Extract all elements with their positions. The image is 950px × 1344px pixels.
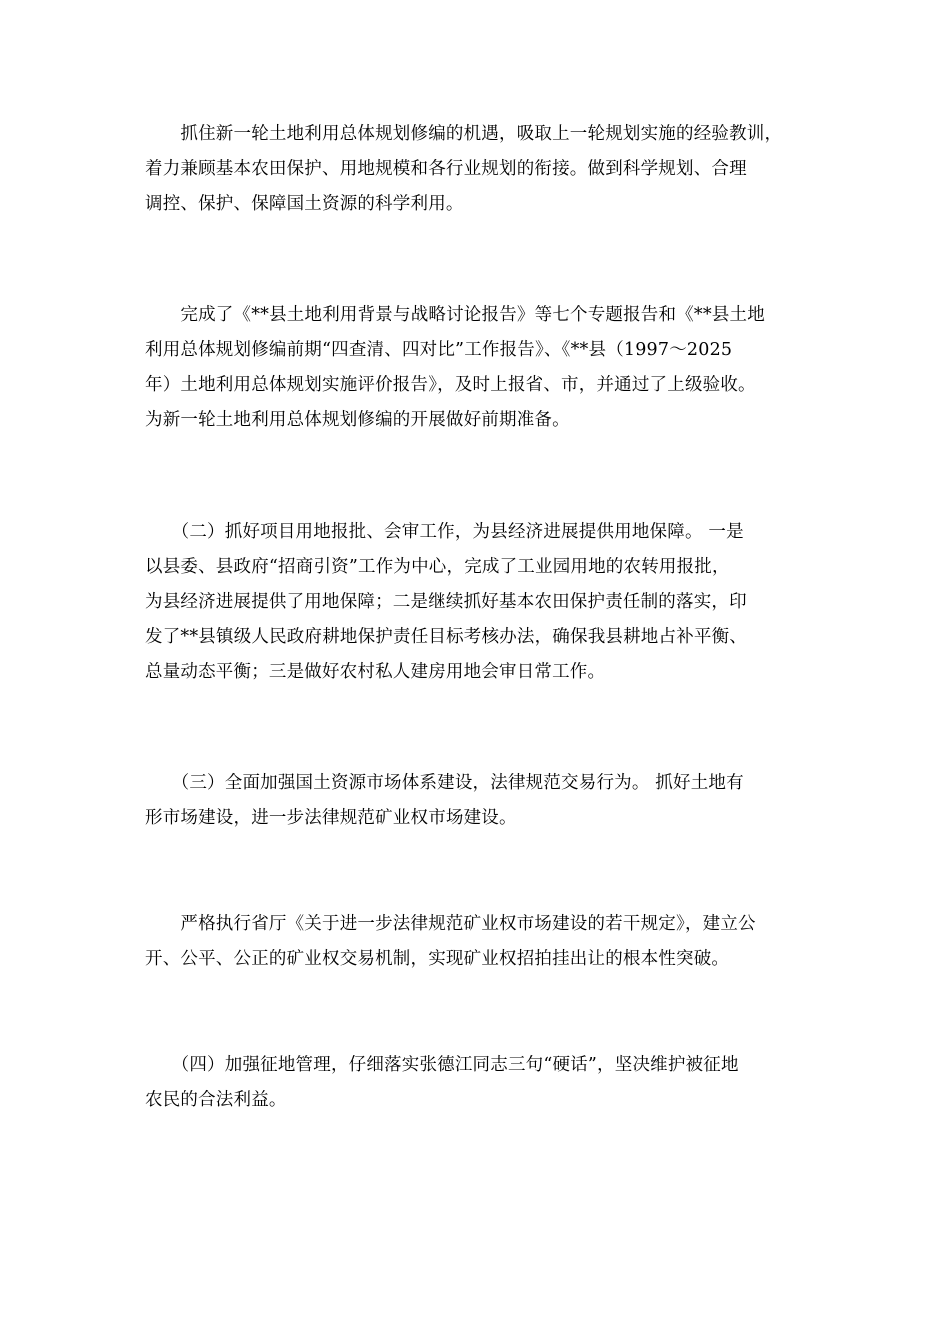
paragraph-2: [145, 298, 815, 438]
paragraph-line: 为新一轮土地利用总体规划修编的开展做好前期准备。: [145, 410, 570, 430]
paragraph-line: （二）抓好项目用地报批、会审工作，为县经济进展提供用地保障。 一是: [145, 522, 744, 542]
paragraph-line: 完成了《**县土地利用背景与战略讨论报告》等七个专题报告和《**县土地: [145, 305, 765, 325]
paragraph-line: 着力兼顾基本农田保护、用地规模和各行业规划的衔接。做到科学规划、合理: [145, 159, 747, 179]
paragraph-line: 调控、保护、保障国土资源的科学利用。: [145, 194, 464, 214]
paragraph-line: 农民的合法利益。: [145, 1090, 287, 1110]
paragraph-line: 抓住新一轮土地利用总体规划修编的机遇，吸取上一轮规划实施的经验教训，: [145, 124, 783, 144]
paragraph-6: [145, 1048, 815, 1118]
paragraph-line: 开、公平、公正的矿业权交易机制，实现矿业权招拍挂出让的根本性突破。: [145, 949, 730, 969]
paragraph-line: 总量动态平衡；三是做好农村私人建房用地会审日常工作。: [145, 662, 606, 682]
paragraph-line: 严格执行省厅《关于进一步法律规范矿业权市场建设的若干规定》，建立公: [145, 914, 756, 934]
paragraph-line: 以县委、县政府“招商引资”工作为中心，完成了工业园用地的农转用报批，: [145, 557, 730, 577]
paragraph-line: 年）土地利用总体规划实施评价报告》，及时上报省、市，并通过了上级验收。: [145, 375, 756, 395]
paragraph-line: 利用总体规划修编前期“四查清、四对比”工作报告》、《**县（1997～2025: [145, 340, 733, 360]
paragraph-line: （四）加强征地管理，仔细落实张德江同志三句“硬话”，坚决维护被征地: [145, 1055, 739, 1075]
paragraph-5: [145, 907, 815, 977]
paragraph-1: [145, 117, 815, 222]
paragraph-line: （三）全面加强国土资源市场体系建设，法律规范交易行为。 抓好土地有: [145, 773, 744, 793]
paragraph-3: [145, 515, 815, 690]
paragraph-line: 形市场建设，进一步法律规范矿业权市场建设。: [145, 808, 517, 828]
paragraph-line: 发了**县镇级人民政府耕地保护责任目标考核办法，确保我县耕地占补平衡、: [145, 627, 747, 647]
paragraph-4: [145, 766, 815, 836]
paragraph-line: 为县经济进展提供了用地保障；二是继续抓好基本农田保护责任制的落实，印: [145, 592, 747, 612]
